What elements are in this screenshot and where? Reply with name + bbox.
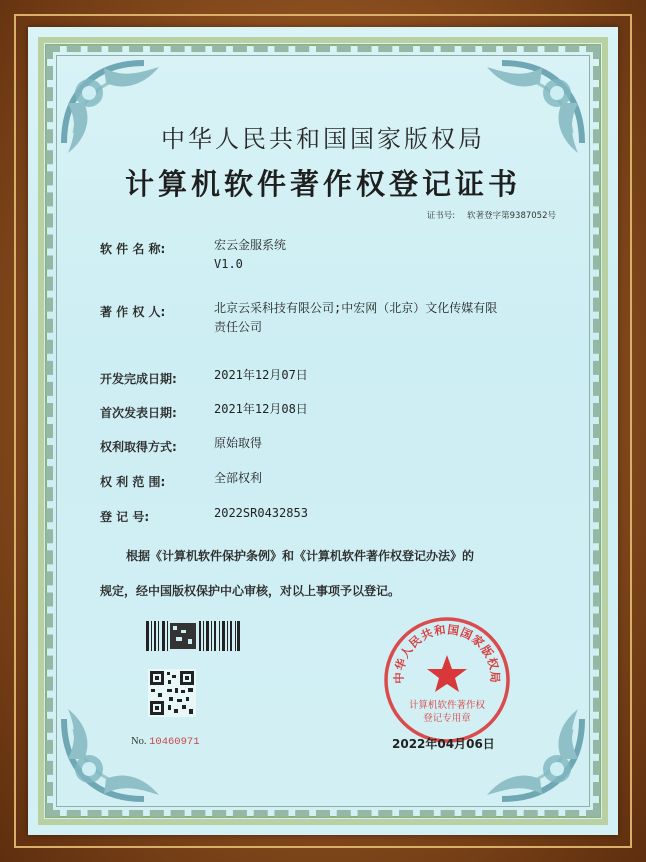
registration-number-value: 2022SR0432853 (214, 506, 308, 520)
rights-scope-value: 全部权利 (214, 471, 263, 485)
software-version-line: V1.0 (214, 257, 243, 271)
issuer-title: 中华人民共和国国家版权局 (161, 125, 485, 153)
certificate (28, 27, 618, 835)
publication-date-label: 首次发表日期: (100, 406, 177, 420)
acquisition-method-value: 原始取得 (214, 436, 263, 450)
qr-code-icon (148, 669, 196, 717)
registration-number-label: 登 记 号: (100, 510, 150, 524)
serial-number (131, 736, 200, 748)
copyright-owner-line: 北京云采科技有限公司;中宏网（北京）文化传媒有限 (214, 301, 498, 315)
certificate-number-label: 证书号: (426, 211, 456, 221)
publication-date-value: 2021年12月08日 (214, 402, 308, 416)
statement-line: 根据《计算机软件保护条例》和《计算机软件著作权登记办法》的 (126, 549, 475, 563)
barcode-icon (146, 621, 240, 651)
seal-outer-text: 中华人民共和国国家版权局 (391, 622, 503, 684)
copyright-owner-label: 著 作 权 人: (100, 305, 166, 319)
certificate-number-value: 软著登字第9387052号 (467, 211, 556, 221)
copyright-owner-line: 责任公司 (214, 320, 263, 334)
seal-inner-line: 计算机软件著作权 (408, 700, 486, 711)
certificate-number (427, 209, 556, 221)
software-name-label: 软 件 名 称: (100, 242, 166, 256)
acquisition-method-label: 权利取得方式: (100, 440, 177, 454)
statement-line: 规定，经中国版权保护中心审核，对以上事项予以登记。 (100, 584, 401, 598)
software-name-line: 宏云金服系统 (214, 238, 287, 252)
serial-prefix: No. (131, 736, 147, 747)
software-name-value (214, 236, 286, 274)
certificate-title: 计算机软件著作权登记证书 (124, 167, 521, 201)
serial-value: 10460971 (149, 736, 200, 748)
completion-date-label: 开发完成日期: (100, 372, 177, 386)
completion-date-value: 2021年12月07日 (214, 368, 308, 382)
rights-scope-label: 权 利 范 围: (100, 475, 166, 489)
seal-inner-line: 登记专用章 (423, 713, 471, 724)
issue-date: 2022年04月06日 (392, 737, 495, 751)
official-seal-icon (382, 615, 512, 745)
copyright-owner-value (214, 299, 497, 337)
